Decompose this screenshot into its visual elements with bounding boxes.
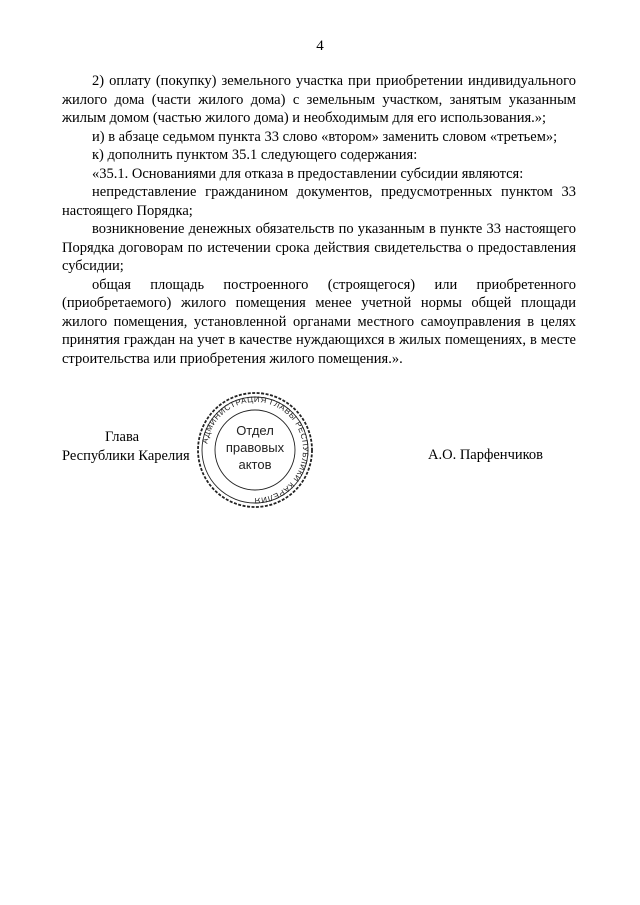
signatory-title-line1: Глава bbox=[105, 429, 140, 445]
official-stamp bbox=[195, 390, 315, 510]
paragraph-ground-1: непредставление гражданином документов, предусмотренных пунктом 33 настоящего Порядка; bbox=[62, 184, 576, 219]
paragraph-clause-35-1: «35.1. Основаниями для отказа в предоставлении субсидии являются: bbox=[92, 165, 524, 182]
document-body bbox=[62, 72, 576, 368]
paragraph-item-k: к) дополнить пунктом 35.1 следующего содержания: bbox=[92, 147, 418, 163]
stamp-ring-text: АДМИНИСТРАЦИЯ ГЛАВЫ РЕСПУБЛИКИ КАРЕЛИЯ bbox=[200, 394, 311, 506]
paragraph-ground-3: общая площадь построенного (строящегося) или приобретенного (приобретаемого) жилого помещения менее учетной нормы общей площади жилого помещения, установленной органами местного самоуправления в целях принятия граждан на учет в качестве нуждающихся в жилых помещениях, в месте строительства или приобретения жилого помещения.». bbox=[62, 276, 576, 367]
paragraph-item-2: 2) оплату (покупку) земельного участка при приобретении индивидуального жилого дома (части жилого дома) с земельным участком, занятым указанным жилым домом (частью жилого дома) и необходимым для его использования.»; bbox=[62, 73, 576, 126]
stamp-line2: правовых bbox=[225, 440, 285, 455]
page-number: 4 bbox=[316, 38, 324, 54]
stamp-line3: актов bbox=[238, 457, 272, 472]
signatory-title bbox=[62, 428, 202, 465]
paragraph-item-i: и) в абзаце седьмом пункта 33 слово «втором» заменить словом «третьем»; bbox=[92, 128, 558, 145]
signatory-name: А.О. Парфенчиков bbox=[428, 447, 544, 463]
signatory-title-line2: Республики Карелия bbox=[62, 447, 190, 464]
paragraph-ground-2: возникновение денежных обязательств по указанным в пункте 33 настоящего Порядка договорам по истечении срока действия свидетельства о предоставления субсидии; bbox=[62, 221, 576, 274]
stamp-line1: Отдел bbox=[236, 423, 274, 438]
stamp-seal-icon bbox=[195, 390, 315, 510]
